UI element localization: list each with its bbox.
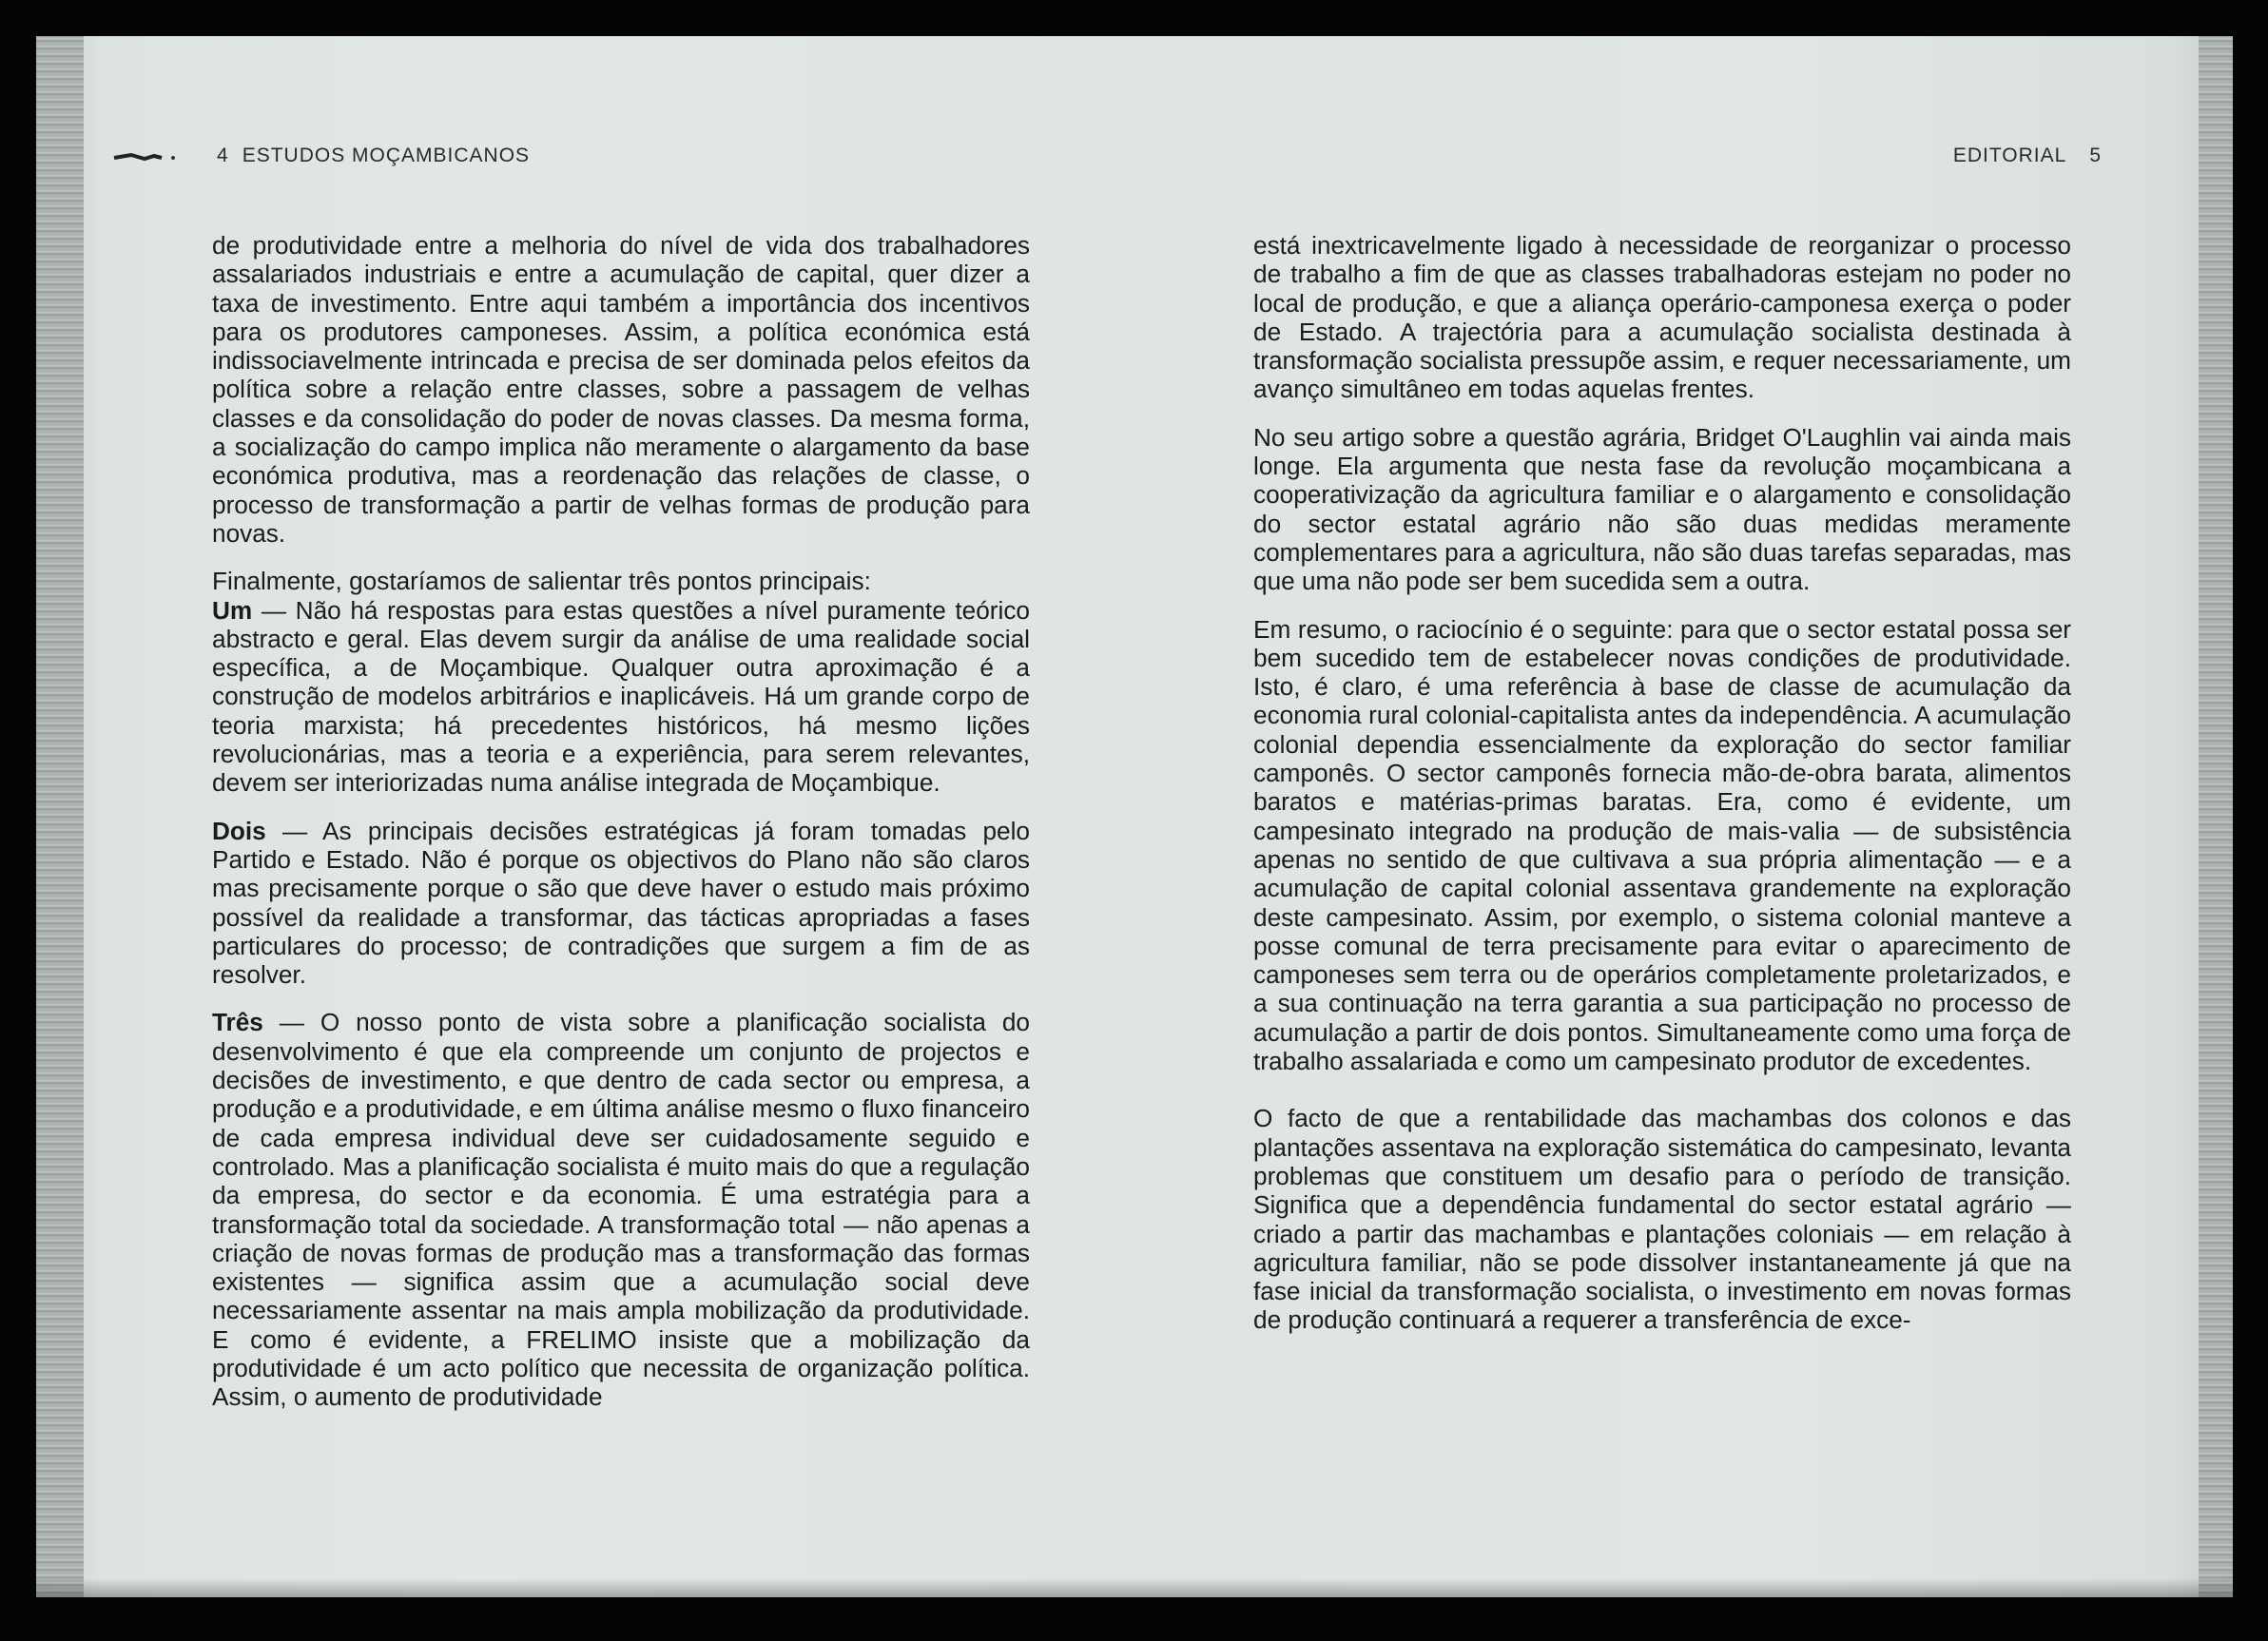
bottom-shadow: [36, 1578, 2233, 1597]
paragraph-point-two: Dois — As principais decisões estratégicas já foram tomadas pelo Partido e Estado. Não é porque os objectivos do Plano não são claros mas precisamente porque o são que deve haver o estudo mais próximo possível da realidade a transformar, das tácticas apropriadas a fases particulares do processo; de contradições que surgem a fim de as resolver.: [212, 816, 1030, 990]
paragraph: No seu artigo sobre a questão agrária, Bridget O'Laughlin vai ainda mais longe. Ela argumenta que nesta fase da revolução moçambicana a cooperativização da agricultura familiar e o alargamento e consolidação do sector estatal agrário não são duas medidas meramente complementares para a agricultura, não são duas tarefas separadas, mas que uma não pode ser bem sucedida sem a outra.: [1253, 422, 2071, 596]
book-spread: [36, 36, 2233, 1597]
left-running-title: ESTUDOS MOÇAMBICANOS: [242, 145, 531, 166]
paragraph: Finalmente, gostaríamos de salientar três pontos principais:: [212, 567, 871, 596]
paragraph-point-one: Um — Não há respostas para estas questões a nível puramente teórico abstracto e geral. Elas devem surgir da análise de uma realidade social específica, a de Moçambique. Qualquer outra aproximação é a construção de modelos arbitrários e inaplicáveis. Há um grande corpo de teoria marxista; há precedentes históricos, há mesmo lições revolucionárias, mas a teoria e a experiência, para serem relevantes, devem ser interiorizadas numa análise integrada de Moçambique.: [212, 595, 1030, 798]
right-running-title: EDITORIAL: [1952, 145, 2067, 166]
paragraph: Em resumo, o raciocínio é o seguinte: para que o sector estatal possa ser bem sucedido tem de estabelecer novas condições de produtividade. Isto, é claro, é uma referência à base de classe de acumulação da economia rural colonial-capitalista antes da independência. A acumulação colonial dependia essencialmente da exploração do sector familiar camponês. O sector camponês fornecia mão-de-obra barata, alimentos baratos e matérias-primas baratas. Era, como é evidente, um campesinato integrado na produção de mais-valia — de subsistência apenas no sentido de que cultivava a sua própria alimentação — e a acumulação de capital colonial assentava grandemente na exploração deste campesinato. Assim, por exemplo, o sistema colonial manteve a posse comunal de terra precisamente para evitar o aparecimento de camponeses sem terra ou de operários completamente proletarizados, e a sua continuação na terra garantia a sua participação no processo de acumulação a partir de dois pontos. Simultaneamente como uma força de trabalho assalariada e como um campesinato produtor de excedentes.: [1253, 614, 2071, 1076]
right-page-number: 5: [2089, 145, 2102, 166]
paragraph-point-three: Três — O nosso ponto de vista sobre a planificação socialista do desenvolvimento é que ela compreende um conjunto de projectos e decisões de investimento, e que dentro de cada sector ou empresa, a produção e a produtividade, e em última análise mesmo o fluxo financeiro de cada empresa individual deve ser cuidadosamente seguido e controlado. Mas a planificação socialista é muito mais do que a regulação da empresa, do sector e da economia. É uma estratégia para a transformação total da sociedade. A transformação total — não apenas a criação de novas formas de produção mas a transformação das formas existentes — significa assim que a acumulação social deve necessariamente assentar na mais ampla mobilização da produtividade. E como é evidente, a FRELIMO insiste que a mobilização da produtividade é um acto político que necessita de organização política. Assim, o aumento de produtividade: [212, 1008, 1030, 1412]
left-column: [212, 231, 1030, 1431]
paragraph: de produtividade entre a melhoria do nível de vida dos trabalhadores assalariados industriais e entre a acumulação de capital, quer dizer a taxa de investimento. Entre aqui também a importância dos incentivos para os produtores camponeses. Assim, a política económica está indissociavelmente intrincada e precisa de ser dominada pelos efeitos da política sobre a relação entre classes, sobre a passagem de velhas classes e da consolidação do poder de novas classes. Da mesma forma, a socialização do campo implica não meramente o alargamento da base económica produtiva, mas a reordenação das relações de classe, o processo de transformação a partir de velhas formas de produção para novas.: [212, 231, 1030, 548]
right-page-edge: [2199, 36, 2233, 1597]
paragraph: está inextricavelmente ligado à necessidade de reorganizar o processo de trabalho a fim de que as classes trabalhadoras estejam no poder no local de produção, e que a aliança operário-camponesa exerça o poder de Estado. A trajectória para a acumulação socialista destinada à transformação socialista pressupõe assim, e requer necessariamente, um avanço simultâneo em todas aquelas frentes.: [1253, 231, 2071, 404]
paragraph: O facto de que a rentabilidade das machambas dos colonos e das plantações assentava na exploração sistemática do campesinato, levanta problemas que constituem um desafio para o período de transição. Significa que a dependência fundamental do sector estatal agrário — criado a partir das machambas e plantações coloniais — em relação à agricultura familiar, não se pode dissolver instantaneamente já que na fase inicial da transformação socialista, o investimento em novas formas de produção continuará a requerer a transferência de exce-: [1253, 1104, 2071, 1335]
ink-mark-icon: [112, 150, 179, 164]
left-running-head: [217, 145, 530, 167]
left-page-number: 4: [217, 145, 229, 166]
right-column: [1253, 231, 2071, 1354]
right-running-head: [1953, 145, 2102, 167]
left-page-edge: [36, 36, 84, 1597]
